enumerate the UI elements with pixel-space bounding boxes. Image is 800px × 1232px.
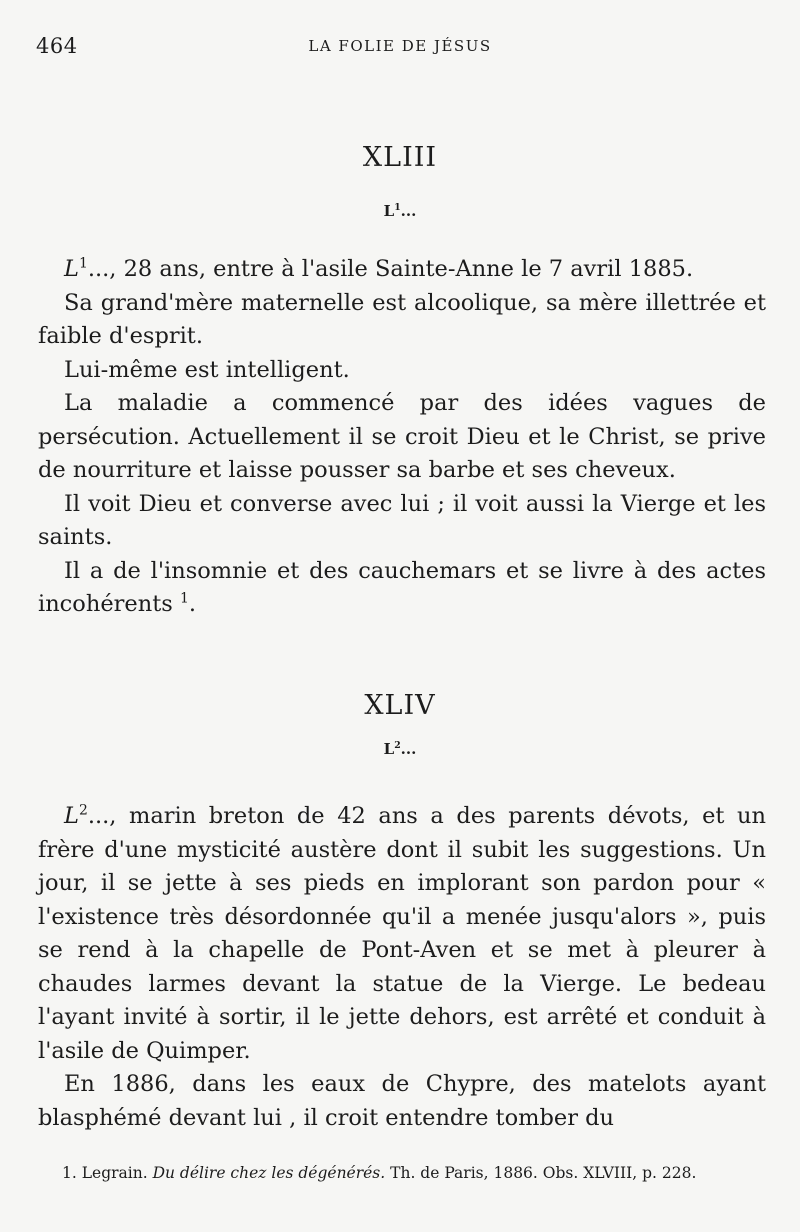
footnote-reference: 1: [179, 590, 189, 607]
paragraph: Sa grand'mère maternelle est alcoolique, sa mère illettrée et faible d'esprit.: [38, 289, 766, 349]
paragraph: Lui-même est intelligent.: [64, 356, 350, 383]
case-letter: L: [383, 740, 395, 758]
paragraph-end: .: [188, 591, 196, 617]
page-number: 464: [36, 34, 78, 58]
footnote-author: Legrain.: [81, 1164, 148, 1182]
running-head: [0, 34, 800, 64]
section-xliii-body: [38, 253, 766, 622]
paragraph: [38, 555, 766, 622]
section-xliv-body: [38, 800, 766, 1135]
case-label-l2: [0, 740, 800, 758]
footnote-entry: [38, 1162, 766, 1185]
lead-superscript: 2: [78, 802, 88, 819]
paragraph: [38, 800, 766, 1068]
case-suffix: ...: [400, 202, 417, 220]
paragraph-text: ..., marin breton de 42 ans a des parents dévots, et un frère d'une mysticité austère dont il subit les suggestions. Un jour, il se jette à ses pieds en implorant son pardon pour « l'existence très désordonnée qu'il a menée jusqu'alors », puis se rend à la chapelle de Pont-Aven et se met à pleurer à chaudes larmes devant la statue de la Vierge. Le bedeau l'ayant invité à sortir, il le jette dehors, est arrêté et conduit à l'asile de Quimper.: [38, 803, 766, 1064]
paragraph: En 1886, dans les eaux de Chypre, des matelots ayant blasphémé devant lui , il croit entendre tomber du: [38, 1071, 766, 1131]
case-superscript: 2: [394, 740, 401, 751]
paragraph-text: Il a de l'insomnie et des cauchemars et se livre à des actes incohérents: [38, 557, 766, 617]
case-lead: L: [64, 803, 79, 829]
footnote: [38, 1162, 766, 1185]
footnote-number: 1.: [62, 1164, 77, 1182]
chapter-heading-xliv: XLIV: [364, 690, 436, 721]
case-suffix: ...: [400, 740, 417, 758]
running-title: LA FOLIE DE JÉSUS: [308, 37, 492, 55]
paragraph: La maladie a commencé par des idées vagues de persécution. Actuellement il se croit Dieu et le Christ, se prive de nourriture et laisse pousser sa barbe et ses cheveux.: [38, 390, 766, 483]
case-letter: L: [383, 202, 395, 220]
footnote-title: Du délire chez les dégénérés.: [152, 1164, 386, 1182]
paragraph: Il voit Dieu et converse avec lui ; il voit aussi la Vierge et les saints.: [38, 490, 766, 550]
chapter-heading-xliii: XLIII: [362, 142, 438, 173]
case-superscript: 1: [394, 202, 401, 213]
case-lead: L: [64, 256, 79, 282]
lead-superscript: 1: [78, 255, 88, 272]
footnote-rest: Th. de Paris, 1886. Obs. XLVIII, p. 228.: [390, 1164, 697, 1182]
paragraph: [38, 253, 766, 287]
paragraph-text: ..., 28 ans, entre à l'asile Sainte-Anne le 7 avril 1885.: [87, 256, 694, 282]
case-label-l1: [0, 202, 800, 220]
